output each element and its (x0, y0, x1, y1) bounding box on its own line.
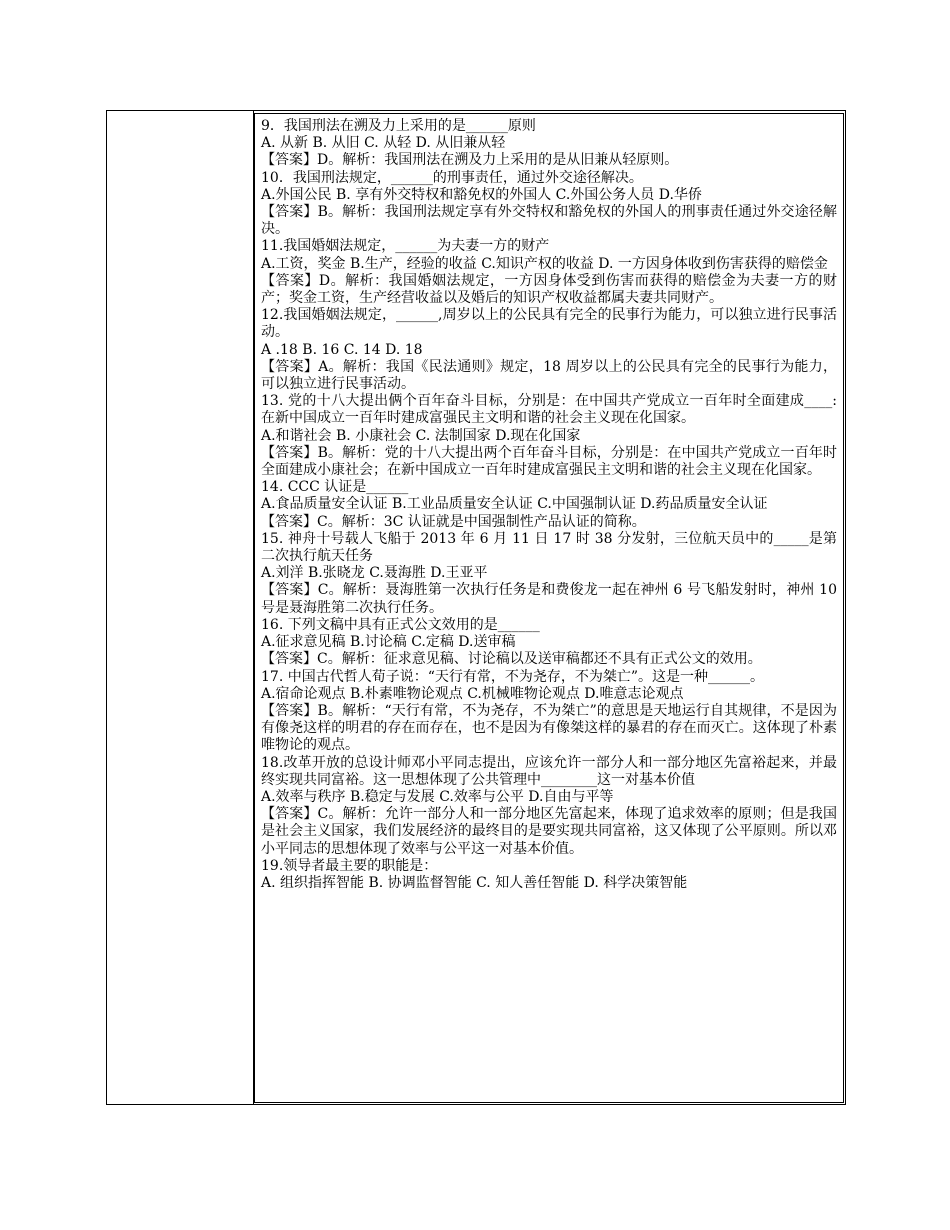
q17-answer: 【答案】B。解析：“天行有常，不为尧存，不为桀亡”的意思是天地运行自其规律，不是因为有像尧这样的明君的存在而存在，也不是因为有像桀这样的暴君的存在而灭亡。这体现了朴素唯物论的观点。 (261, 702, 837, 754)
q13-options: A.和谐社会 B. 小康社会 C. 法制国家 D.现在化国家 (261, 427, 581, 444)
q10-answer: 【答案】B。解析：我国刑法规定享有外交特权和豁免权的外国人的刑事责任通过外交途径解决。 (261, 204, 837, 238)
q9-answer: 【答案】D。解析：我国刑法在溯及力上采用的是从旧兼从轻原则。 (261, 152, 679, 169)
table-left-column (107, 111, 254, 1104)
question-list (261, 118, 837, 892)
question-content-cell (254, 113, 844, 1103)
q14-answer: 【答案】C。解析：3C 认证就是中国强制性产品认证的简称。 (261, 513, 646, 530)
q18-question: 18.改革开放的总设计师邓小平同志提出，应该允许一部分人和一部分地区先富裕起来，并最终实现共同富裕。这一思想体现了公共管理中________这一对基本价值 (261, 754, 837, 788)
q9-question: 9．我国刑法在溯及力上采用的是______原则 (261, 118, 536, 134)
q12-options: A .18 B. 16 C. 14 D. 18 (261, 341, 423, 358)
q13-answer: 【答案】B。解析：党的十八大提出两个百年奋斗目标，分别是：在中国共产党成立一百年时全面建成小康社会；在新中国成立一百年时建成富强民主文明和谐的社会主义现在化国家。 (261, 444, 837, 479)
q15-answer: 【答案】C。解析：聂海胜第一次执行任务是和费俊龙一起在神州 6 号飞船发射时，神州 10 号是聂海胜第二次执行任务。 (261, 582, 837, 616)
q18-answer: 【答案】C。解析：允许一部分人和一部分地区先富起来，体现了追求效率的原则；但是我国是社会主义国家，我们发展经济的最终目的是要实现共同富裕，这又体现了公平原则。所以邓小平同志的思想体现了效率与公平这一对基本价值。 (261, 806, 837, 857)
q12-answer: 【答案】A。解析：我国《民法通则》规定，18 周岁以上的公民具有完全的民事行为能力，可以独立进行民事活动。 (261, 358, 837, 393)
q12-question: 12.我国婚姻法规定，______,周岁以上的公民具有完全的民事行为能力，可以独立进行民事活动。 (261, 307, 837, 341)
q15-question: 15. 神舟十号载人飞船于 2013 年 6 月 11 日 17 时 38 分发射，三位航天员中的_____是第二次执行航天任务 (261, 530, 837, 565)
q11-question: 11.我国婚姻法规定，______为夫妻一方的财产 (261, 238, 550, 255)
q11-options: A.工资，奖金 B.生产，经验的收益 C.知识产权的收益 D. 一方因身体收到伤害获得的赔偿金 (261, 255, 828, 272)
q16-question: 16. 下列文稿中具有正式公文效用的是______ (261, 616, 540, 633)
q15-options: A.刘洋 B.张晓龙 C.聂海胜 D.王亚平 (261, 565, 488, 582)
document-table (106, 110, 846, 1105)
q16-options: A.征求意见稿 B.讨论稿 C.定稿 D.送审稿 (261, 634, 516, 651)
q18-options: A.效率与秩序 B.稳定与发展 C.效率与公平 D.自由与平等 (261, 788, 614, 805)
q13-question: 13. 党的十八大提出俩个百年奋斗目标，分别是：在中国共产党成立一百年时全面建成____:在新中国成立一百年时建成富强民主文明和谐的社会主义现在化国家。 (261, 393, 837, 427)
q11-answer: 【答案】D。解析：我国婚姻法规定，一方因身体受到伤害而获得的赔偿金为夫妻一方的财产；奖金工资，生产经营收益以及婚后的知识产权收益都属夫妻共同财产。 (261, 272, 837, 307)
q10-question: 10．我国刑法规定，______的刑事责任，通过外交途径解决。 (261, 169, 643, 186)
q9-options: A. 从新 B. 从旧 C. 从轻 D. 从旧兼从轻 (261, 135, 506, 152)
q19-options: A. 组织指挥智能 B. 协调监督智能 C. 知人善任智能 D. 科学决策智能 (261, 874, 688, 891)
q17-question: 17. 中国古代哲人荀子说：“天行有常，不为尧存，不为桀亡”。这是一种______。 (261, 668, 765, 685)
q19-question: 19.领导者最主要的职能是： (261, 857, 438, 874)
q17-options: A.宿命论观点 B.朴素唯物论观点 C.机械唯物论观点 D.唯意志论观点 (261, 685, 684, 702)
q16-answer: 【答案】C。解析：征求意见稿、讨论稿以及送审稿都还不具有正式公文的效用。 (261, 651, 762, 668)
q10-options: A.外国公民 B. 享有外交特权和豁免权的外国人 C.外国公务人员 D.华侨 (261, 186, 702, 203)
q14-question: 14. CCC 认证是______ (261, 479, 409, 496)
q14-options: A.食品质量安全认证 B.工业品质量安全认证 C.中国强制认证 D.药品质量安全认证 (261, 496, 768, 513)
